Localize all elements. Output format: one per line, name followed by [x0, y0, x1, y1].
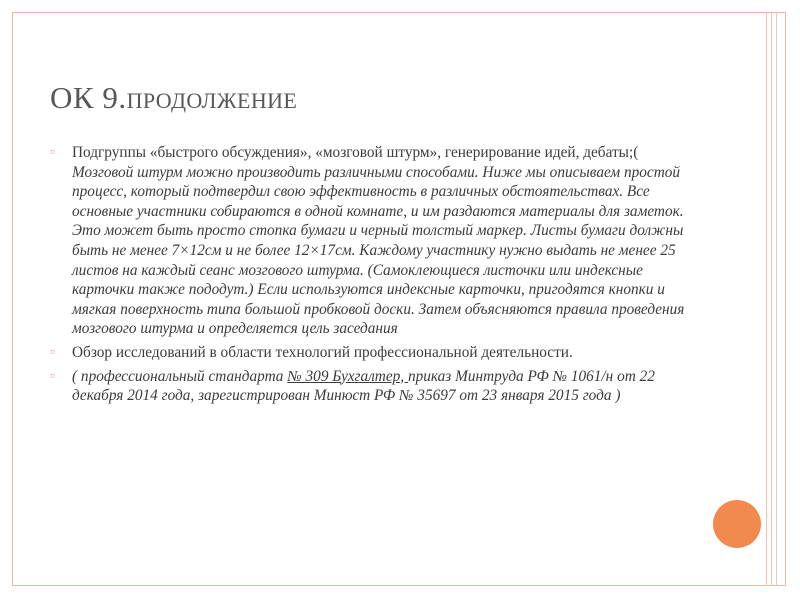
- standard-link[interactable]: № 309 Бухгалтер,: [287, 367, 408, 385]
- bullet-text: приказ Минтруда РФ № 1061/н от 22 декабря 2014 года, зарегистрирован Минюст РФ № 35697 от 23 января 2015 года ): [72, 367, 655, 405]
- title-rest: ПРОДОЛЖЕНИЕ: [126, 88, 298, 113]
- title-main: ОК 9.: [50, 80, 127, 115]
- bullet-item-brainstorm: [50, 143, 690, 339]
- bullet-text: Обзор исследований в области технологий профессиональной деятельности.: [72, 343, 573, 361]
- decorative-line: [776, 12, 777, 586]
- decorative-line: [771, 12, 772, 586]
- bullet-marker-icon: ▫: [50, 344, 55, 360]
- slide-content: [50, 143, 690, 410]
- bullet-marker-icon: ▫: [50, 145, 55, 160]
- slide-title: [50, 80, 297, 116]
- bullet-marker-icon: ▫: [50, 368, 55, 384]
- bullet-italic-text: Мозговой штурм можно производить различными способами. Ниже мы описываем простой процесс, который подтвердил свою эффективность в различных обстоятельствах. Все основные участники собираются в одной комнате, и им раздаются материалы для заметок. Это может быть просто стопка бумаги и черный толстый маркер. Листы бумаги должны быть не менее 7×12см и не более 12×17см. Каждому участнику нужно выдать не менее 25 листов на каждый сеанс мозгового штурма. (Самоклеющиеся листочки или индексные карточки также пододут.) Если используются индексные карточки, пригодятся кнопки и мягкая поверхность типа большой пробковой доски. Затем объясняются правила проведения мозгового штурма и определяется цель заседания: [72, 163, 685, 338]
- bullet-item-standard: [50, 367, 690, 406]
- bullet-text: Подгруппы «быстрого обсуждения», «мозговой штурм», генерирование идей, дебаты;(: [72, 144, 639, 161]
- bullet-text: ( профессиональный стандарта: [72, 367, 288, 385]
- accent-circle: [713, 500, 761, 548]
- bullet-item-research: [50, 343, 690, 363]
- decorative-line: [766, 12, 767, 586]
